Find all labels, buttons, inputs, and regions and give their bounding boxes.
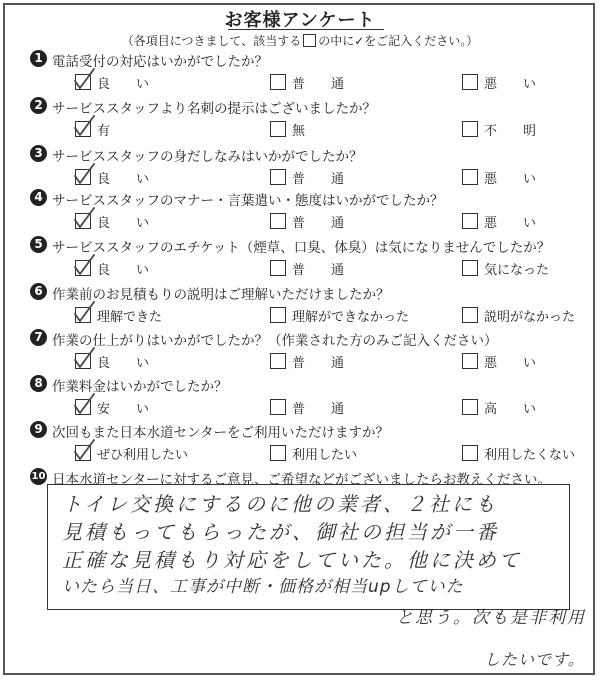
checkbox[interactable] bbox=[462, 121, 478, 137]
question-text: サービススタッフより名刺の提示はございましたか？ bbox=[52, 101, 376, 117]
question-number: 7 bbox=[30, 329, 47, 346]
question-number: 5 bbox=[30, 236, 47, 253]
option-label: 安 い bbox=[97, 402, 150, 417]
option-label: 良 い bbox=[97, 77, 150, 92]
question-4 bbox=[30, 189, 590, 235]
question-text: サービススタッフのマナー・言葉遣い・態度はいかがでしたか？ bbox=[52, 193, 444, 209]
checkbox[interactable] bbox=[270, 445, 286, 461]
option-label: ぜひ利用したい bbox=[97, 448, 189, 463]
checkbox[interactable] bbox=[270, 213, 286, 229]
option-label: 良 い bbox=[97, 356, 150, 371]
handwritten-check-icon bbox=[70, 113, 96, 139]
option-label: 理解ができなかった bbox=[292, 310, 410, 325]
handwritten-check-icon bbox=[70, 205, 96, 231]
option-label: 利用したい bbox=[292, 448, 358, 463]
handwritten-check-icon bbox=[70, 437, 96, 463]
handwritten-line: したいです。 bbox=[484, 650, 585, 669]
question-text: 日本水道センターに対するご意見、ご希望などがございましたらお教えください。 bbox=[52, 472, 551, 488]
checkbox[interactable] bbox=[462, 353, 478, 369]
checkbox[interactable] bbox=[270, 260, 286, 276]
option-label: 高 い bbox=[484, 402, 537, 417]
instruction-after: の中に bbox=[318, 34, 355, 48]
option-label: 普 通 bbox=[292, 216, 345, 231]
handwritten-check-icon bbox=[70, 299, 96, 325]
question-2 bbox=[30, 97, 590, 143]
question-3 bbox=[30, 145, 590, 191]
question-number: 8 bbox=[30, 375, 47, 392]
handwritten-line: いたら当日、工事が中断・価格が相当upしていた bbox=[62, 577, 464, 597]
form-title: お客様アンケート bbox=[224, 10, 376, 31]
question-1 bbox=[30, 50, 590, 96]
option-label: 有 bbox=[97, 124, 111, 139]
form-instruction bbox=[0, 32, 600, 49]
option-label: 利用したくない bbox=[484, 448, 576, 463]
option-label: 悪 い bbox=[484, 356, 537, 371]
question-text: 次回もまた日本水道センターをご利用いただけますか？ bbox=[52, 425, 389, 441]
question-number: 3 bbox=[30, 145, 47, 162]
handwritten-check-icon bbox=[70, 161, 96, 187]
checkbox[interactable] bbox=[270, 307, 286, 323]
option-label: 普 通 bbox=[292, 356, 345, 371]
question-number: 6 bbox=[30, 283, 47, 300]
option-label: 普 通 bbox=[292, 263, 345, 278]
checkbox[interactable] bbox=[462, 74, 478, 90]
handwritten-line: 見積もってもらったが、御社の担当が一番 bbox=[62, 520, 499, 544]
checkbox[interactable] bbox=[270, 121, 286, 137]
question-9 bbox=[30, 421, 590, 467]
question-text: 作業料金はいかがでしたか？ bbox=[52, 379, 228, 395]
instruction-box-icon bbox=[303, 34, 316, 47]
option-label: 悪 い bbox=[484, 77, 537, 92]
handwritten-check-icon bbox=[70, 252, 96, 278]
question-text: サービススタッフのエチケット（煙草、口臭、体臭）は気になりませんでしたか？ bbox=[52, 240, 551, 256]
question-5 bbox=[30, 236, 590, 282]
handwritten-line: 正確な見積もり対応をしていた。他に決めて bbox=[62, 548, 522, 572]
option-label: 普 通 bbox=[292, 172, 345, 187]
instruction-check-icon: ✓ bbox=[354, 34, 365, 48]
checkbox[interactable] bbox=[462, 169, 478, 185]
question-number: 2 bbox=[30, 97, 47, 114]
title-underline bbox=[228, 29, 384, 30]
checkbox[interactable] bbox=[270, 399, 286, 415]
checkbox[interactable] bbox=[270, 353, 286, 369]
question-number: 9 bbox=[30, 421, 47, 438]
option-label: 不 明 bbox=[484, 124, 537, 139]
option-label: 理解できた bbox=[97, 310, 163, 325]
checkbox[interactable] bbox=[462, 399, 478, 415]
option-label: 無 bbox=[292, 124, 306, 139]
option-label: 普 通 bbox=[292, 77, 345, 92]
instruction-end: をご記入ください。） bbox=[364, 34, 479, 48]
question-text: 作業前のお見積もりの説明はご理解いただけましたか？ bbox=[52, 287, 390, 303]
checkbox[interactable] bbox=[270, 74, 286, 90]
question-number: 4 bbox=[30, 189, 47, 206]
option-label: 良 い bbox=[97, 263, 150, 278]
option-label: 良 い bbox=[97, 216, 150, 231]
checkbox[interactable] bbox=[462, 260, 478, 276]
option-label: 気になった bbox=[484, 263, 550, 278]
question-number: 10 bbox=[30, 468, 47, 485]
question-7 bbox=[30, 329, 590, 375]
checkbox[interactable] bbox=[462, 445, 478, 461]
handwritten-line: トイレ交換にするのに他の業者、２社にも bbox=[62, 492, 498, 516]
option-label: 説明がなかった bbox=[484, 310, 576, 325]
question-number: 1 bbox=[30, 50, 47, 67]
checkbox[interactable] bbox=[462, 307, 478, 323]
option-label: 悪 い bbox=[484, 216, 537, 231]
handwritten-check-icon bbox=[70, 391, 96, 417]
handwritten-check-icon bbox=[70, 66, 96, 92]
question-text: サービススタッフの身だしなみはいかがでしたか？ bbox=[52, 149, 363, 165]
checkbox[interactable] bbox=[270, 169, 286, 185]
option-label: 普 通 bbox=[292, 402, 345, 417]
instruction-before: （各項目につきまして、該当する bbox=[121, 34, 302, 48]
question-text: 作業の仕上がりはいかがでしたか？（作業された方のみご記入ください） bbox=[52, 333, 498, 349]
question-6 bbox=[30, 283, 590, 329]
option-label: 悪 い bbox=[484, 172, 537, 187]
handwritten-line: と思う。次も是非利用 bbox=[396, 608, 586, 628]
checkbox[interactable] bbox=[462, 213, 478, 229]
question-8 bbox=[30, 375, 590, 421]
handwritten-check-icon bbox=[70, 345, 96, 371]
option-label: 良 い bbox=[97, 172, 150, 187]
question-text: 電話受付の対応はいかがでしたか？ bbox=[52, 54, 268, 70]
